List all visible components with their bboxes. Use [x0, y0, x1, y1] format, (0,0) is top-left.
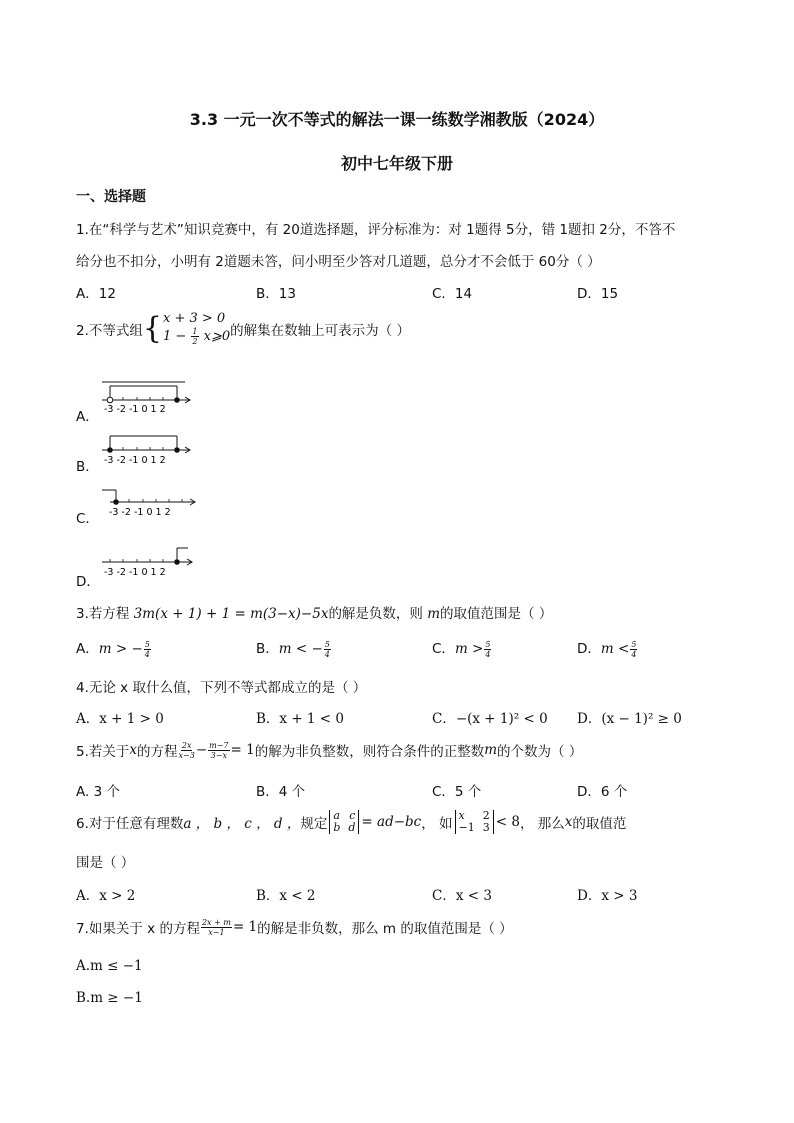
- q5-option-b: B．4 个: [256, 784, 306, 800]
- q2-prefix: 2.不等式组: [76, 322, 143, 339]
- q6-prefix: 6.对于任意有理数: [76, 816, 184, 832]
- q6-suffix-b: 的取值范: [572, 816, 627, 832]
- frac-den: x−3: [178, 750, 195, 760]
- frac-num: 5: [485, 639, 491, 649]
- frac-den: 4: [144, 649, 150, 659]
- opt-frac: [630, 640, 637, 659]
- number-line-b: [100, 430, 200, 470]
- q4-stem: 4.无论 x 取什么值，下列不等式都成立的是（ ）: [76, 680, 367, 696]
- det-cell: d: [348, 821, 356, 834]
- q5-var-x: x: [129, 742, 138, 758]
- q1-option-a: A．12: [76, 286, 116, 302]
- q6-var: x: [564, 814, 573, 830]
- frac-den: 4: [324, 649, 330, 659]
- opt-label: A．: [76, 641, 99, 657]
- system-row-1: x + 3 > 0: [162, 311, 226, 326]
- brace-symbol: {: [142, 310, 162, 346]
- q4-option-d: D．(x − 1)² ≥ 0: [577, 711, 682, 727]
- frac-num: 5: [144, 639, 150, 649]
- q5-prefix: 5.若关于: [76, 744, 130, 760]
- q3-suffix-a: 的解是负数，则: [328, 606, 428, 622]
- q7-prefix: 7.如果关于 x 的方程: [76, 921, 200, 937]
- q3-stem: [76, 602, 552, 622]
- frac-den: x−1: [208, 927, 225, 937]
- tick-labels-b: -3 -2 -1 0 1 2: [104, 455, 166, 466]
- q7-option-a: A.m ≤ −1: [76, 958, 143, 974]
- q2-option-d-label: D．: [76, 574, 100, 590]
- frac-num: 2x: [181, 740, 192, 750]
- tick-labels-c: -3 -2 -1 0 1 2: [109, 507, 171, 518]
- q5-minus: −: [195, 742, 208, 758]
- frac-num: 5: [631, 639, 637, 649]
- opt-frac: [324, 640, 331, 659]
- q5-stem: [76, 740, 582, 760]
- q1-option-b: B．13: [256, 286, 296, 302]
- det-cell: 2: [482, 809, 490, 822]
- opt-label: C．: [432, 641, 455, 657]
- q6-option-b: B．x < 2: [256, 888, 316, 904]
- frac-den: 3−x: [210, 750, 227, 760]
- page-subtitle: 初中七年级下册: [340, 154, 453, 173]
- q5-frac-1: [179, 741, 195, 760]
- section-heading: 一、选择题: [76, 189, 146, 205]
- q3-option-d: [577, 637, 638, 659]
- opt-expr: m > −: [98, 641, 143, 657]
- q6-stem-line1: [76, 810, 626, 834]
- frac-num: m−7: [209, 740, 229, 750]
- frac-num: 2x + m: [201, 917, 231, 927]
- row2-part-a: 1 −: [162, 329, 187, 344]
- determinant-definition: [329, 810, 359, 834]
- q3-option-c: [432, 637, 492, 659]
- q7-option-b: B.m ≥ −1: [76, 990, 143, 1006]
- page-title: 3.3 一元一次不等式的解法一课一练数学湘教版（2024）: [189, 110, 605, 129]
- q5-option-d: D．6 个: [577, 784, 628, 800]
- number-line-a: [100, 378, 200, 418]
- q3-option-a: [76, 637, 152, 659]
- opt-label: D．: [577, 641, 601, 657]
- q6-option-d: D．x > 3: [577, 888, 638, 904]
- q7-eq: = 1: [232, 919, 258, 935]
- q6-det2-eq: < 8: [495, 814, 520, 830]
- tick-labels-d: -3 -2 -1 0 1 2: [104, 567, 166, 578]
- determinant-example: [455, 810, 494, 834]
- q3-suffix-b: 的取值范围是（ ）: [440, 606, 553, 622]
- q6-vars: a ， b ， c ， d ，: [183, 816, 301, 832]
- q4-option-b: B．x + 1 < 0: [256, 711, 345, 727]
- number-line-c: [100, 484, 200, 524]
- q3-option-b: [256, 637, 332, 659]
- opt-frac: [484, 640, 491, 659]
- det-cell: −1: [458, 821, 475, 834]
- q1-option-d: D．15: [577, 286, 619, 302]
- q7-stem: [76, 917, 513, 937]
- tick-labels-a: -3 -2 -1 0 1 2: [104, 404, 166, 415]
- q7-frac: [201, 918, 232, 937]
- q5-option-c: C．5 个: [432, 784, 482, 800]
- q2-suffix: 的解集在数轴上可表示为（ ）: [230, 322, 410, 339]
- det-cell: x: [458, 809, 465, 822]
- q6-stem-line2: 围是（ ）: [76, 855, 135, 871]
- inequality-system: [163, 311, 230, 346]
- q3-prefix: 3.若方程: [76, 606, 134, 622]
- opt-expr: m <: [600, 641, 630, 657]
- opt-frac: [144, 640, 151, 659]
- row2-part-b: x⩾0: [203, 329, 231, 344]
- q2-option-c-label: C．: [76, 511, 99, 527]
- q6-option-a: A．x > 2: [76, 888, 136, 904]
- system-row-2: [163, 327, 230, 346]
- frac-num: 5: [324, 639, 330, 649]
- q2-option-a-label: A．: [76, 409, 99, 425]
- q6-option-c: C．x < 3: [432, 888, 492, 904]
- frac-den: 4: [485, 649, 491, 659]
- frac-den: 2: [192, 337, 198, 346]
- q5-frac-2: [208, 741, 229, 760]
- q1-stem-line2: 给分也不扣分，小明有 2道题未答，问小明至少答对几道题，总分才不会低于 60分（ ）: [76, 254, 601, 270]
- q3-equation: 3m(x + 1) + 1 = m(3−x)−5x: [133, 606, 329, 622]
- frac-num: 1: [192, 327, 198, 336]
- q6-rule: 规定: [300, 816, 328, 832]
- half-fraction: [191, 327, 198, 346]
- opt-expr: m < −: [278, 641, 323, 657]
- q7-suffix: 的解是非负数，那么 m 的取值范围是（ ）: [257, 921, 513, 937]
- q6-mid: ， 如: [421, 816, 453, 832]
- q2-stem: [76, 311, 410, 346]
- det-cell: 3: [482, 821, 490, 834]
- det-cell: a: [333, 809, 340, 822]
- number-line-d: [100, 542, 210, 582]
- q2-option-b-label: B．: [76, 459, 99, 475]
- q4-option-c: C．−(x + 1)² < 0: [432, 711, 548, 727]
- q1-stem-line1: 1.在“科学与艺术”知识竞赛中，有 20道选择题，评分标准为：对 1题得 5分，错 1题扣 2分，不答不: [76, 222, 676, 238]
- q4-option-a: A．x + 1 > 0: [76, 711, 164, 727]
- q6-det-eq: = ad−bc: [361, 814, 422, 830]
- frac-den: 4: [631, 649, 637, 659]
- q5-suffix-a: 的解为非负整数，则符合条件的正整数: [254, 744, 485, 760]
- det-cell: b: [333, 821, 341, 834]
- q1-option-c: C．14: [432, 286, 473, 302]
- q5-mid: 的方程: [137, 744, 178, 760]
- q5-option-a: A. 3 个: [76, 784, 120, 800]
- det-cell: c: [349, 809, 356, 822]
- q5-var-m: m: [484, 742, 498, 758]
- q6-suffix-a: ， 那么: [519, 816, 565, 832]
- q3-var: m: [427, 606, 441, 622]
- opt-expr: m >: [454, 641, 484, 657]
- q5-suffix-b: 的个数为（ ）: [497, 744, 583, 760]
- opt-label: B．: [256, 641, 279, 657]
- q5-eq: = 1: [230, 742, 255, 758]
